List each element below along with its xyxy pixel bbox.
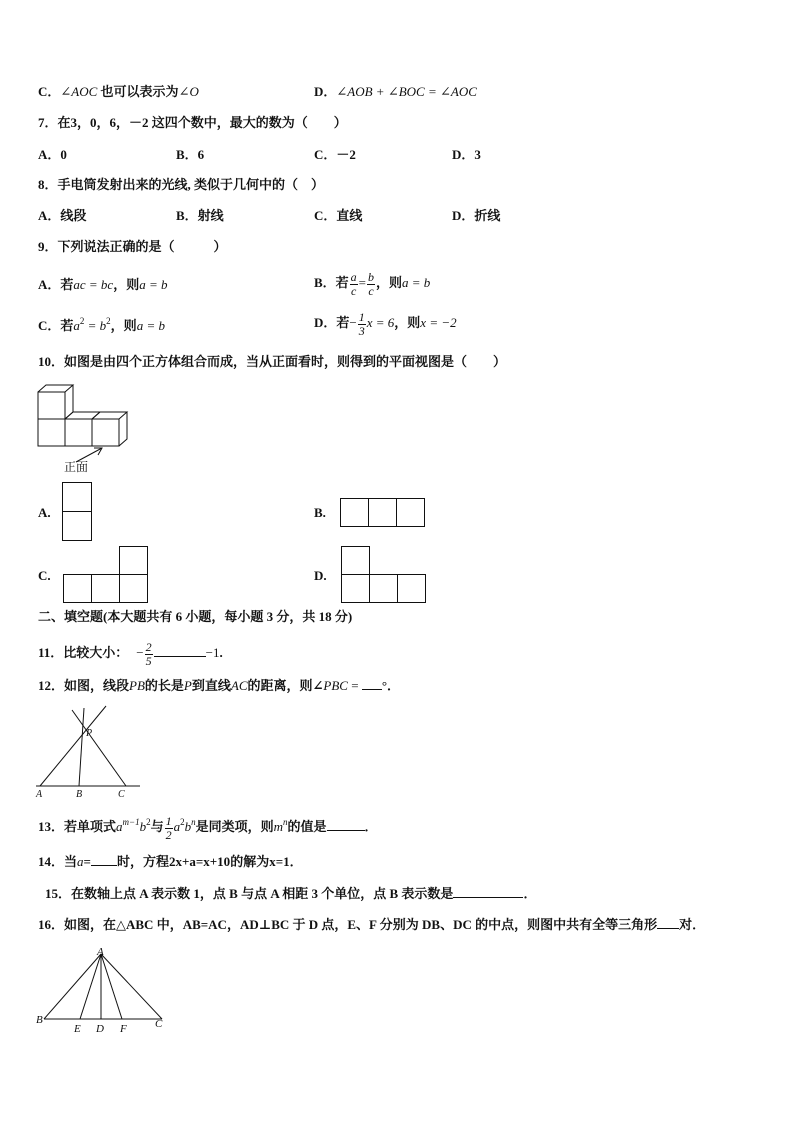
q16-figure [34,944,174,1038]
q16-label-f: F [120,1023,127,1035]
q8-stem: 8．手电筒发射出来的光线, 类似于几何中的（ ） [38,177,325,192]
q12-label-b: B [76,789,83,800]
q10-option-c-square [119,574,148,603]
q8-option-a: A．线段 [38,208,87,223]
q15: 15．在数轴上点 A 表示数 1，点 B 与点 A 相距 3 个单位，点 B 表示数是 ． [45,886,537,901]
q13: 13．若单项式$a^{m-1}b^2$与 $\frac{1}{2}$ $a^2b^n$是同类项，则$m^n$的值是 ． [38,813,378,842]
q10-figure-label: 正面 [64,460,89,474]
q9-option-d: D．若− $\frac{1}{3}$ x = 6，则x = −2 [314,309,457,338]
q10-option-a-label: A. [38,505,51,520]
q12-label-c: C [118,789,125,800]
q7-option-a: A．0 [38,147,67,162]
q16-label-d: D [96,1023,104,1035]
q9-option-a: A．若ac = bc，则a = b [38,277,168,292]
prev-option-d: D．∠AOB + ∠BOC = ∠AOC [314,84,477,99]
q11: 11．比较大小： − $\frac{2}{5}$ −1. [38,639,223,668]
q16-label-c: C [155,1018,163,1030]
q10-option-a-square [62,482,92,512]
q10-option-b-label: B. [314,505,326,520]
q16: 16．如图，在△ABC 中，AB=AC，AD⊥BC 于 D 点，E、F 分别为 DB、DC 的中点，则图中共有全等三角形 对． [38,917,706,932]
q10-option-c-square [91,574,120,603]
q8-option-d: D．折线 [452,208,501,223]
q12: 12．如图，线段PB的长是P到直线AC的距离，则∠PBC = °． [38,678,401,693]
q12-label-a: A [36,789,43,800]
q12-label-p: P [86,728,93,739]
q10-option-c-square [63,574,92,603]
q10-option-b-square [340,498,369,527]
q9-option-c: C．若$a^2 = b^2$，则a = b [38,316,165,333]
q10-option-d-square [397,574,426,603]
q10-option-c-square [119,546,148,575]
q7-option-c: C．－2 [314,147,356,162]
q8-option-c: C．直线 [314,208,363,223]
q14: 14．当a= 时，方程2x+a=x+10的解为x=1． [38,854,303,869]
q8-option-b: B．射线 [176,208,224,223]
q7-option-b: B．6 [176,147,205,162]
q7-stem: 7．在3，0，6，－2 这四个数中，最大的数为（ ） [38,115,347,130]
q16-label-e: E [74,1023,81,1035]
q9-option-b: B．若 $\frac{a}{c}$ = $\frac{b}{c}$ ，则a = b [314,269,431,298]
section-title: 二、填空题(本大题共有 6 小题，每小题 3 分，共 18 分) [38,609,353,624]
prev-option-c: C．∠AOC 也可以表示为∠O [38,84,199,99]
q10-option-d-square [369,574,398,603]
q10-option-d-square [341,574,370,603]
q10-option-b-square [368,498,397,527]
q10-option-d-label: D. [314,568,327,583]
q7-option-d: D．3 [452,147,481,162]
q10-stem: 10．如图是由四个正方体组合而成，当从正面看时，则得到的平面视图是（ ） [38,354,507,369]
q10-option-c-label: C. [38,568,51,583]
q10-option-a-square [62,511,92,541]
q16-label-a: A [97,946,104,958]
q16-label-b: B [36,1014,43,1026]
q10-cube-figure [34,384,144,476]
q12-figure [34,704,144,800]
q10-option-d-square [341,546,370,575]
q9-stem: 9．下列说法正确的是（ ） [38,239,227,254]
q10-option-b-square [396,498,425,527]
